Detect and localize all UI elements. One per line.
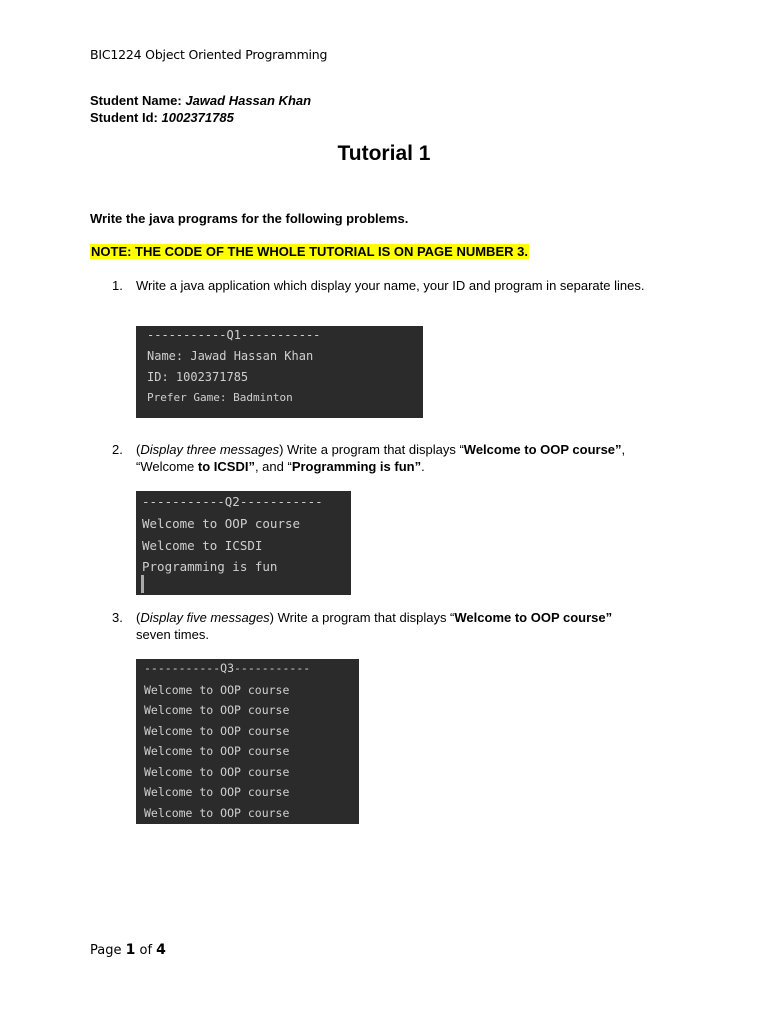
page-title: Tutorial 1	[337, 142, 431, 165]
console-line: -----------Q3-----------	[144, 661, 311, 675]
question-1-number: 1.	[112, 278, 123, 293]
student-name-line	[90, 93, 311, 110]
console-line: Name: Jawad Hassan Khan	[147, 349, 314, 363]
question-2-part: (	[136, 442, 141, 457]
console-line: Welcome to OOP course	[144, 785, 290, 799]
console-line: Welcome to OOP course	[142, 516, 301, 531]
question-2-part: ,	[621, 442, 626, 457]
running-header: BIC1224 Object Oriented Programming	[90, 47, 328, 62]
console-line: Welcome to OOP course	[144, 765, 290, 779]
console-line: Welcome to OOP course	[144, 683, 290, 697]
footer-of-word: of	[135, 943, 157, 958]
question-2-text	[136, 442, 696, 475]
question-3-number: 3.	[112, 610, 123, 625]
console-line: Welcome to OOP course	[144, 744, 290, 758]
question-2-part: .	[421, 458, 425, 474]
footer-current-page: 1	[125, 942, 136, 958]
student-info	[90, 93, 311, 126]
question-2-bold: Programming is fun”	[291, 458, 422, 474]
question-2-bold: Welcome to OOP course”	[463, 442, 622, 457]
console-line: Welcome to OOP course	[144, 703, 290, 717]
question-2-part: “Welcome	[136, 458, 198, 474]
student-name-label: Student Name:	[90, 93, 186, 108]
console-line: -----------Q2-----------	[142, 494, 323, 509]
student-id: 1002371785	[161, 109, 234, 125]
question-3-console-output	[136, 659, 359, 824]
question-2-part: , and “	[254, 458, 292, 474]
question-2-part: ) Write a program that displays “	[279, 442, 464, 457]
console-line: Programming is fun	[142, 559, 278, 574]
question-3-bold: Welcome to OOP course”	[454, 610, 613, 625]
footer-page-word: Page	[90, 943, 126, 958]
question-2-bold: to ICSDI”	[197, 458, 255, 474]
question-3-emphasis: Display five messages	[140, 610, 270, 625]
text-cursor-icon	[141, 575, 144, 593]
console-line: Prefer Game: Badminton	[147, 391, 293, 404]
student-id-label: Student Id:	[90, 109, 162, 125]
question-3-part: (	[136, 610, 141, 625]
question-3-part: ) Write a program that displays “	[269, 610, 455, 625]
highlighted-note: NOTE: THE CODE OF THE WHOLE TUTORIAL IS ON PAGE NUMBER 3.	[91, 244, 528, 259]
question-1-text: Write a java application which display your name, your ID and program in separate lines.	[136, 278, 645, 293]
console-line: ID: 1002371785	[147, 370, 249, 384]
console-line: -----------Q1-----------	[147, 328, 321, 342]
console-line: Welcome to OOP course	[144, 724, 290, 738]
console-line: Welcome to OOP course	[144, 806, 290, 820]
question-2-emphasis: Display three messages	[140, 442, 280, 457]
question-2-number: 2.	[112, 442, 123, 457]
student-name: Jawad Hassan Khan	[185, 93, 312, 108]
question-3-part: seven times.	[136, 626, 209, 642]
page-number-footer	[90, 942, 166, 958]
console-line: Welcome to ICSDI	[142, 538, 263, 553]
instruction-text: Write the java programs for the following problems.	[90, 211, 409, 226]
student-id-line	[90, 110, 311, 127]
question-3-text	[136, 610, 696, 643]
question-1-console-output	[136, 326, 423, 418]
footer-total-pages: 4	[156, 942, 166, 958]
question-2-console-output	[136, 491, 351, 595]
